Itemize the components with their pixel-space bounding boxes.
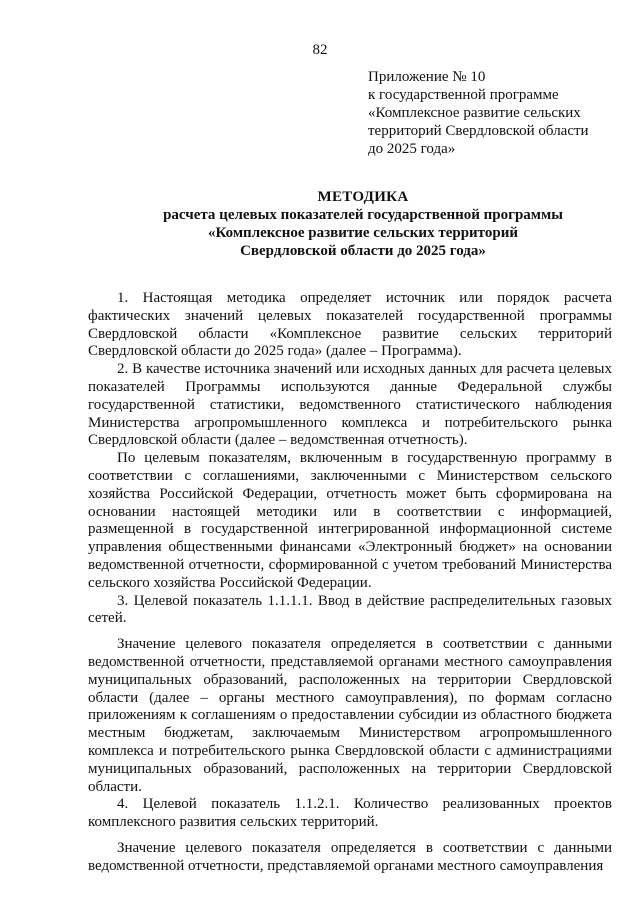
title-main: МЕТОДИКА: [317, 189, 409, 205]
title-line: расчета целевых показателей государственной программы: [163, 207, 563, 223]
paragraph-indicator-value-1: Значение целевого показателя определяется в соответствии с данными ведомственной отчетности, представляемой органами местного самоуправления муниципальных образований, расположенных на территории Свердловской области (далее – органы местного самоуправления), по формам согласно приложениям к соглашениям о предоставлении субсидии из областного бюджета местным бюджетам, заключаемым Министерством агропромышленного комплекса и потребительского рынка Свердловской области с администрациями муниципальных образований, расположенных на территории Свердловской области.: [88, 636, 612, 795]
appendix-line: «Комплексное развитие сельских: [368, 105, 581, 121]
title-line: Свердловской области до 2025 года»: [240, 243, 486, 259]
appendix-line: к государственной программе: [368, 87, 559, 103]
paragraph-item-4: 4. Целевой показатель 1.1.2.1. Количество реализованных проектов комплексного развития сельских территорий.: [88, 796, 612, 831]
paragraph-electronic-budget: По целевым показателям, включенным в государственную программу в соответствии с соглашениями, заключенными с Министерством сельского хозяйства Российской Федерации, отчетность может быть сформирована на основании настоящей методики или в соответствии с информацией, размещенной в государственной интегрированной информационной системе управления общественными финансами «Электронный бюджет» на основании ведомственной отчетности, сформированной с учетом требований Министерства сельского хозяйства Российской Федерации.: [88, 450, 612, 591]
paragraph-indicator-value-2: Значение целевого показателя определяется в соответствии с данными ведомственной отчетности, представляемой органами местного самоуправления: [88, 839, 612, 874]
paragraph-item-1: 1. Настоящая методика определяет источник или порядок расчета фактических значений целевых показателей государственной программы Свердловской области «Комплексное развитие сельских территорий Свердловской области до 2025 года» (далее – Программа).: [88, 290, 612, 360]
page-number: 82: [312, 42, 328, 58]
document-body: [88, 290, 612, 876]
appendix-reference: [368, 68, 618, 158]
paragraph-item-3: 3. Целевой показатель 1.1.1.1. Ввод в действие распределительных газовых сетей.: [88, 592, 612, 627]
document-title: [86, 188, 640, 260]
title-line: «Комплексное развитие сельских территорий: [208, 225, 518, 241]
appendix-line: территорий Свердловской области: [368, 123, 589, 139]
appendix-line: Приложение № 10: [368, 69, 486, 85]
appendix-line: до 2025 года»: [368, 141, 456, 157]
paragraph-item-2: 2. В качестве источника значений или исходных данных для расчета целевых показателей Программы используются данные Федеральной службы государственной статистики, ведомственного статистического наблюдения Министерства агропромышленного комплекса и потребительского рынка Свердловской области (далее – ведомственная отчетность).: [88, 361, 612, 449]
